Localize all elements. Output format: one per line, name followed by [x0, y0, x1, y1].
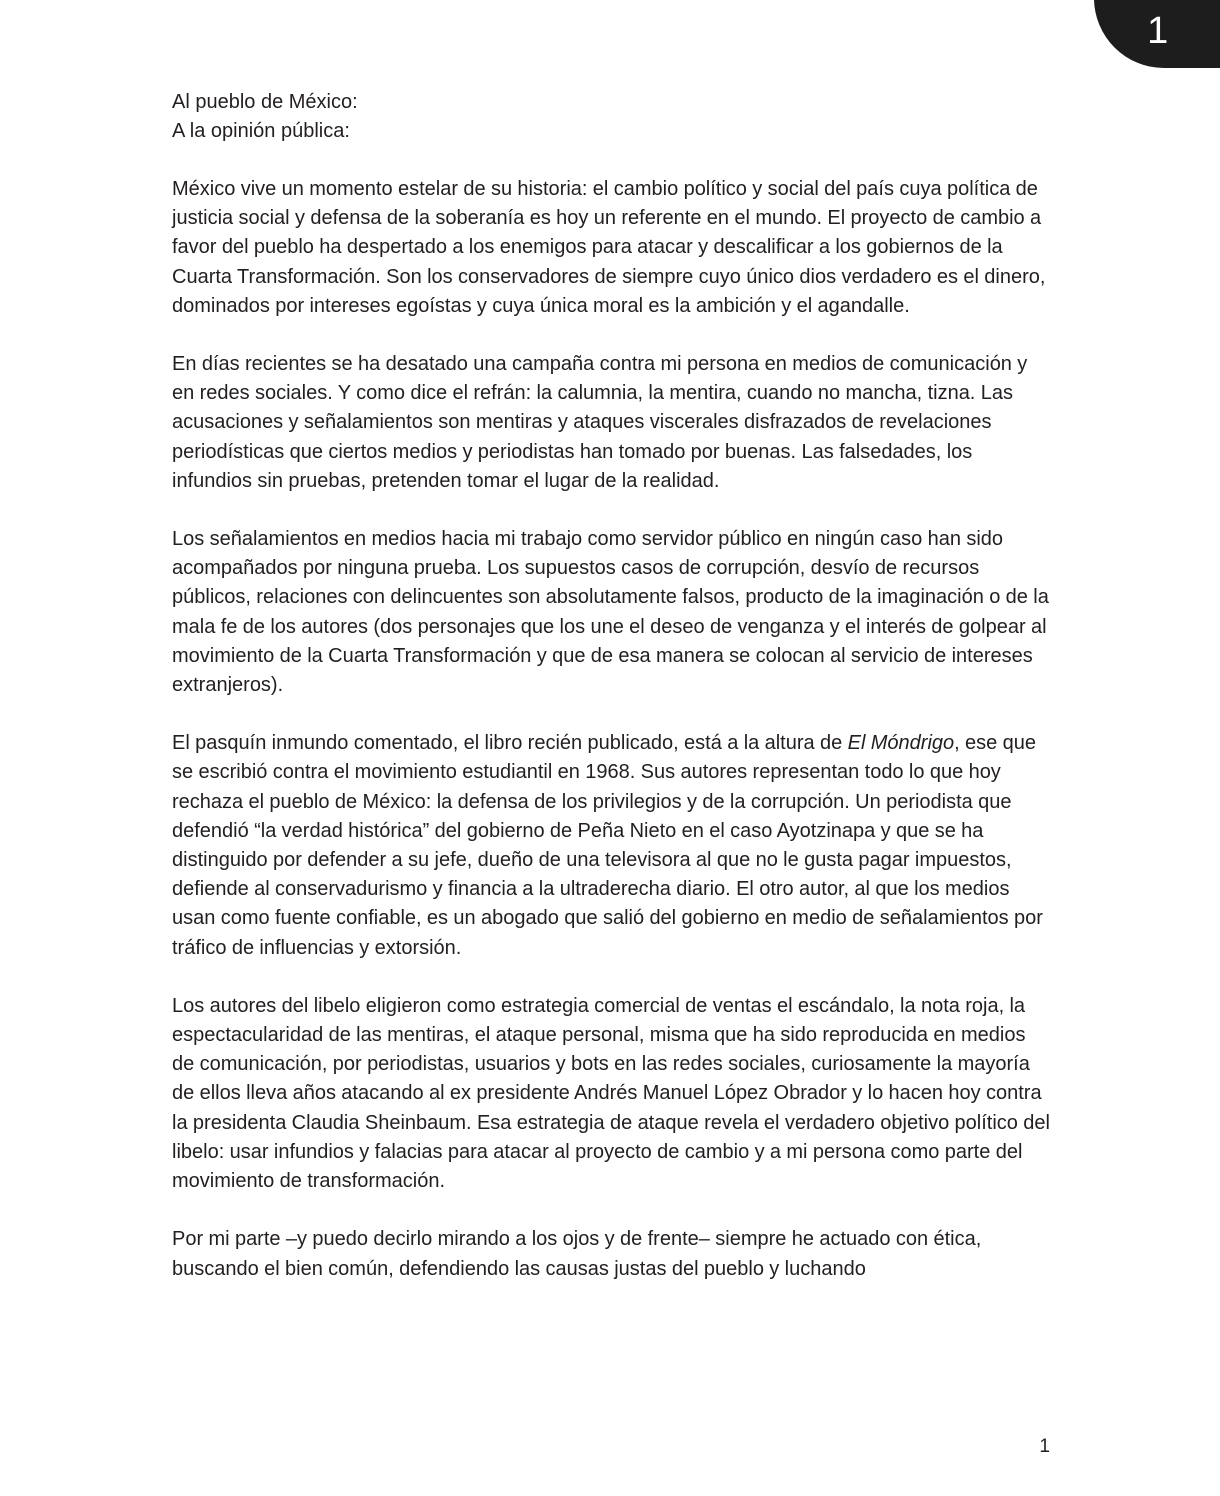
page-badge-number: 1 — [1147, 10, 1169, 52]
salutation-line-1: Al pueblo de México: — [172, 91, 358, 113]
paragraph-4-trail-text: , ese que se escribió contra el movimiento estudiantil en 1968. Sus autores representan todo lo que hoy rechaza el pueblo de México: la defensa de los privilegios y de la corrupción. Un periodista que defendió “la verdad histórica” del gobierno de Peña Nieto en el caso Ayotzinapa y que se ha distinguido por defender a su jefe, dueño de una televisora al que no le gusta pagar impuestos, defiende al conservadurismo y financia a la ultraderecha diario. El otro autor, al que los medios usan como fuente confiable, es un abogado que salió del gobierno en medio de señalamientos por tráfico de influencias y extorsión. — [172, 732, 1043, 959]
paragraph-1: México vive un momento estelar de su historia: el cambio político y social del país cuya política de justicia social y defensa de la soberanía es hoy un referente en el mundo. El proyecto de cambio a favor del pueblo ha despertado a los enemigos para atacar y descalificar a los gobiernos de la Cuarta Transformación. Son los conservadores de siempre cuyo único dios verdadero es el dinero, dominados por intereses egoístas y cuya única moral es la ambición y el agandalle. — [172, 178, 1046, 317]
salutation-block — [172, 88, 1050, 146]
page-number-badge — [1094, 0, 1220, 68]
paragraph-2: En días recientes se ha desatado una campaña contra mi persona en medios de comunicación y en redes sociales. Y como dice el refrán: la calumnia, la mentira, cuando no mancha, tizna. Las acusaciones y señalamientos son mentiras y ataques viscerales disfrazados de revelaciones periodísticas que ciertos medios y periodistas han tomado por buenas. Las falsedades, los infundios sin pruebas, pretenden tomar el lugar de la realidad. — [172, 353, 1028, 492]
paragraph-4-lead-text: El pasquín inmundo comentado, el libro recién publicado, está a la altura de — [172, 732, 848, 755]
document-body — [172, 88, 1050, 1457]
footer-page-number: 1 — [1039, 1436, 1050, 1457]
paragraph-5: Los autores del libelo eligieron como estrategia comercial de ventas el escándalo, la nota roja, la espectacularidad de las mentiras, el ataque personal, misma que ha sido reproducida en medios de comunicación, por periodistas, usuarios y bots en las redes sociales, curiosamente la mayoría de ellos lleva años atacando al ex presidente Andrés Manuel López Obrador y lo hacen hoy contra la presidenta Claudia Sheinbaum. Esa estrategia de ataque revela el verdadero objetivo político del libelo: usar infundios y falacias para atacar al proyecto de cambio y a mi persona como parte del movimiento de transformación. — [172, 994, 1050, 1193]
salutation-line-2: A la opinión pública: — [172, 120, 350, 142]
paragraph-3: Los señalamientos en medios hacia mi trabajo como servidor público en ningún caso han sido acompañados por ninguna prueba. Los supuestos casos de corrupción, desvío de recursos públicos, relaciones con delincuentes son absolutamente falsos, producto de la imaginación o de la mala fe de los autores (dos personajes que los une el deseo de venganza y el interés de golpear al movimiento de la Cuarta Transformación y que de esa manera se colocan al servicio de intereses extranjeros). — [172, 528, 1049, 697]
paragraph-4 — [172, 729, 1050, 963]
paragraph-6: Por mi parte –y puedo decirlo mirando a los ojos y de frente– siempre he actuado con ética, buscando el bien común, defendiendo las causas justas del pueblo y luchando — [172, 1228, 982, 1280]
book-title-italic: El Móndrigo — [847, 732, 955, 755]
